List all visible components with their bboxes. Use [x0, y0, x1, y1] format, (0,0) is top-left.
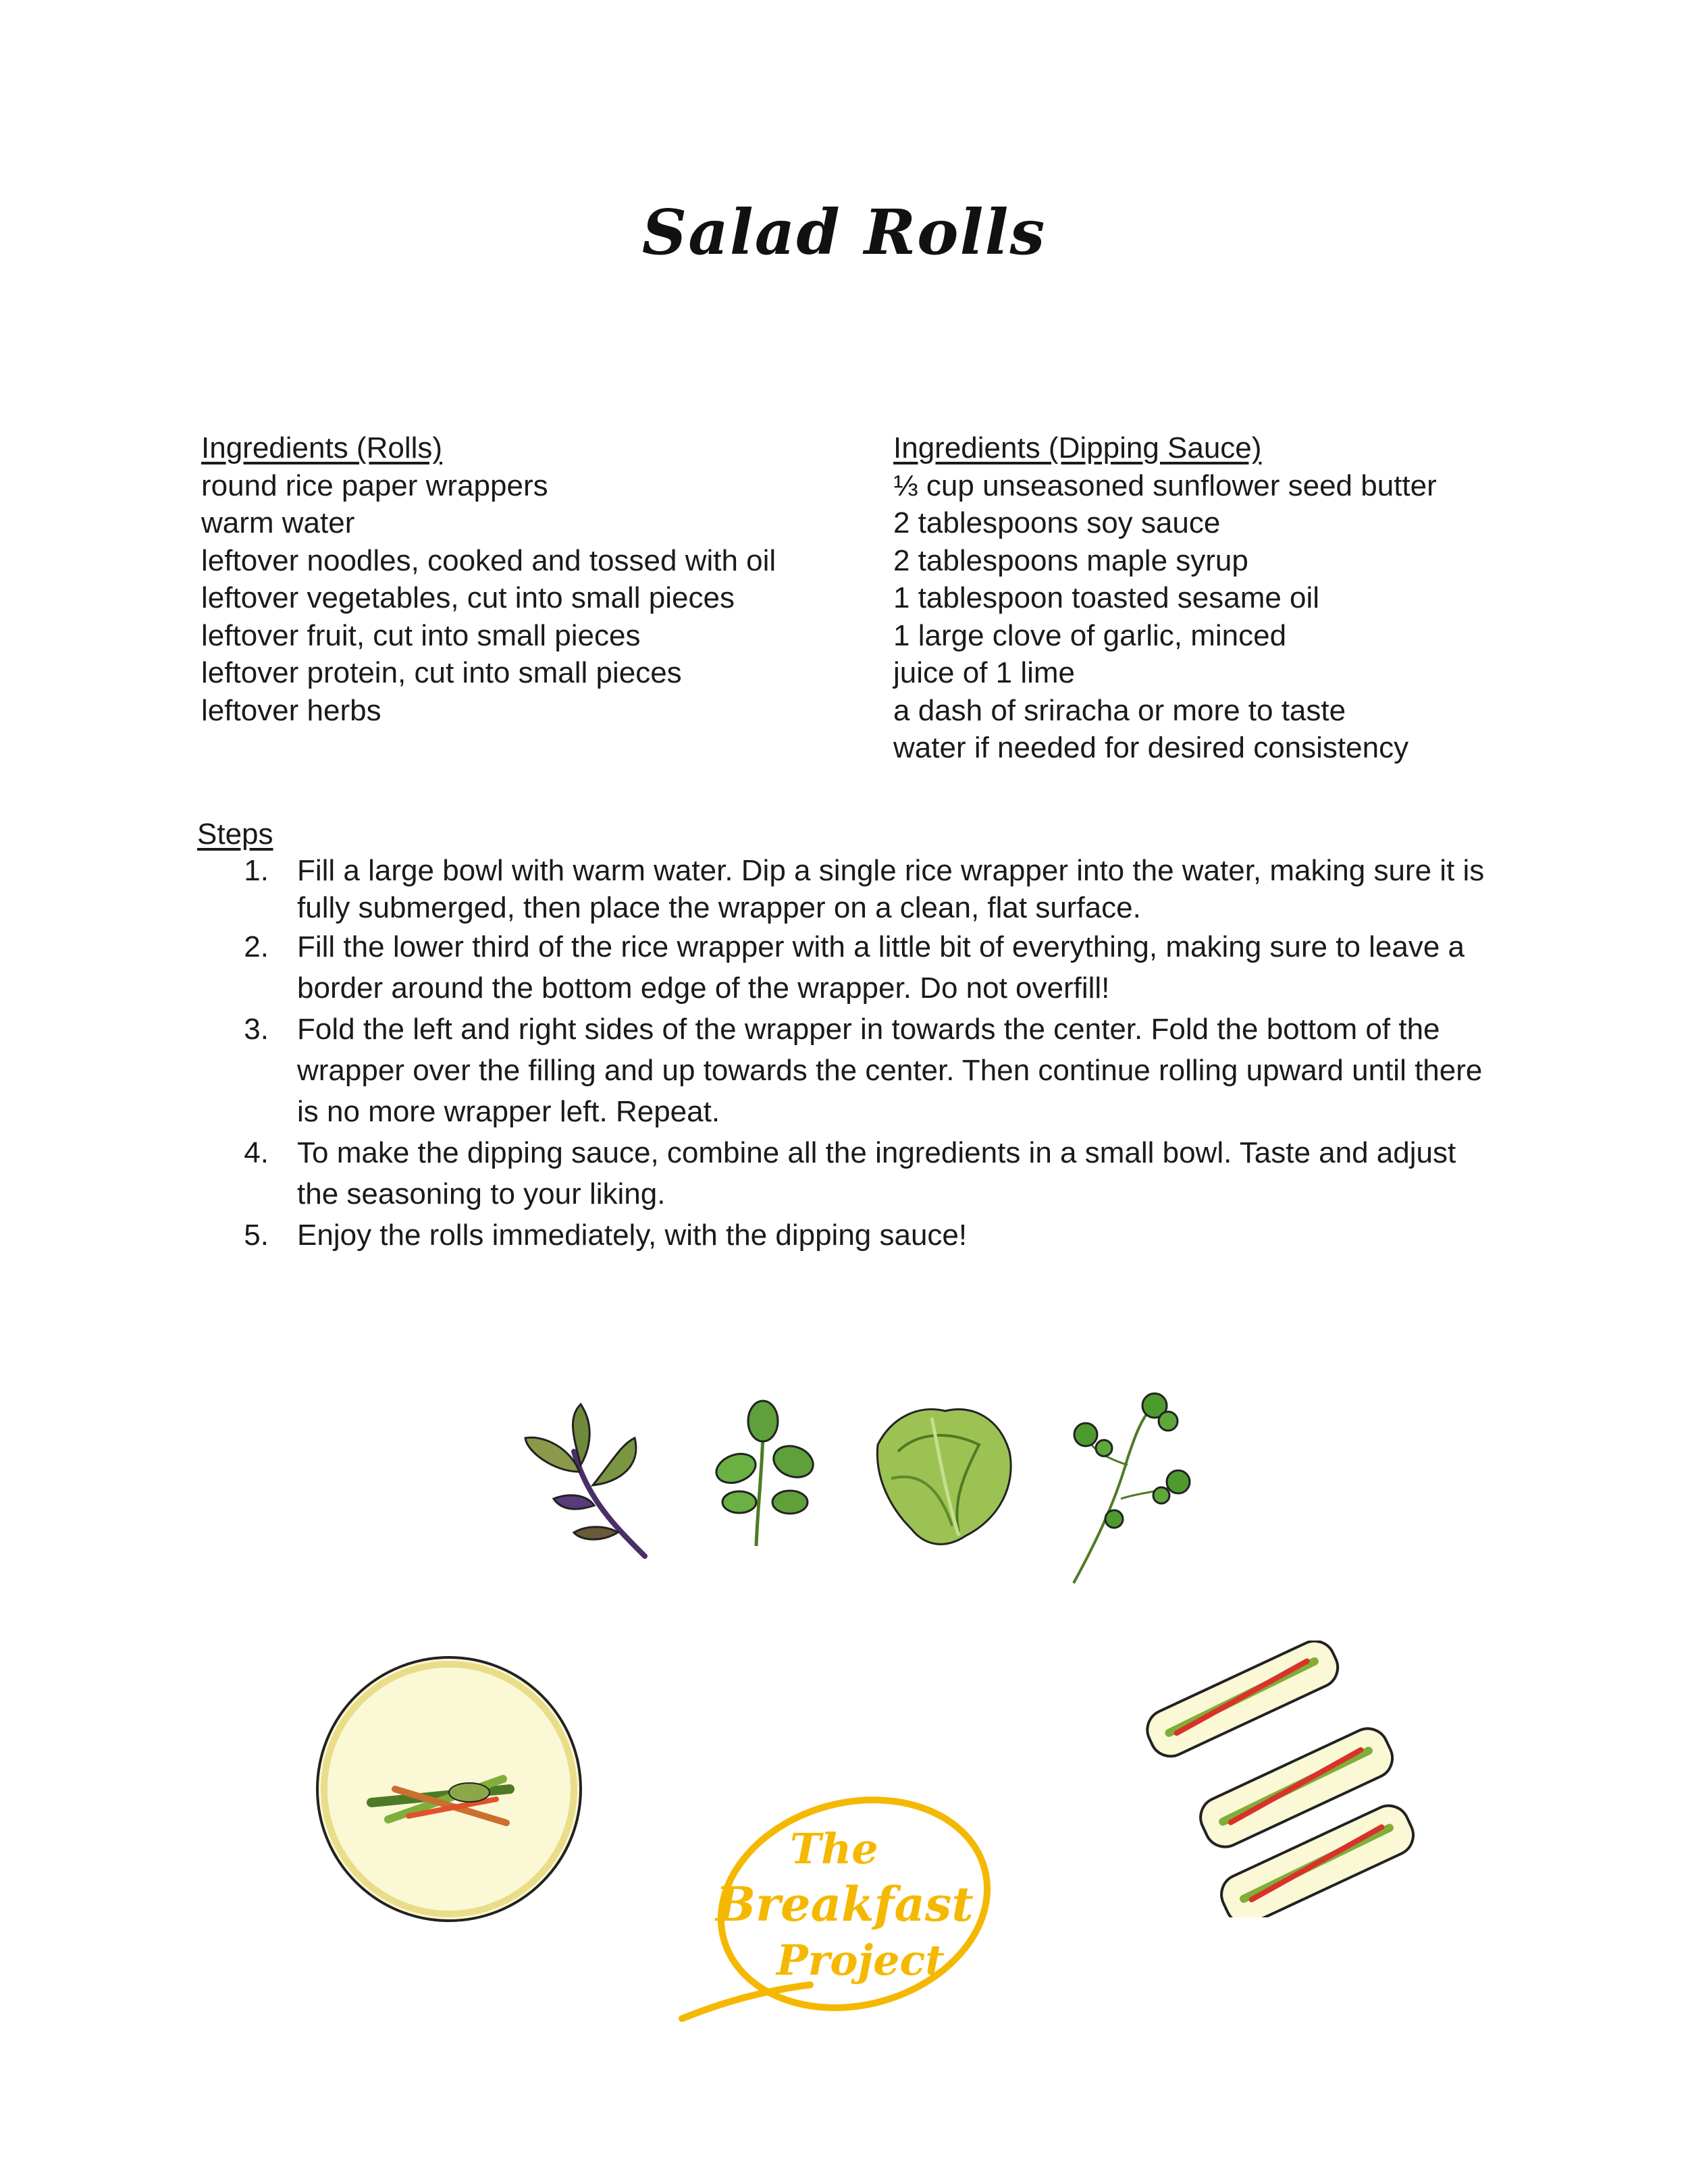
breakfast-project-logo	[675, 1789, 1013, 2032]
step-text: Enjoy the rolls immediately, with the dipping sauce!	[297, 1219, 968, 1252]
step-number: 3.	[244, 1013, 269, 1046]
ingredient-item: leftover vegetables, cut into small pieces	[201, 581, 735, 614]
mint-illustration	[709, 1394, 824, 1549]
step-number: 4.	[244, 1136, 269, 1169]
ingredient-item: leftover fruit, cut into small pieces	[201, 618, 641, 652]
ingredient-item: leftover herbs	[201, 693, 381, 727]
step-item	[203, 1009, 1485, 1132]
sauce-item: ⅓ cup unseasoned sunflower seed butter	[893, 469, 1437, 502]
sauce-item: water if needed for desired consistency	[893, 731, 1409, 764]
ingredient-item: round rice paper wrappers	[201, 469, 548, 502]
ingredient-item: warm water	[201, 506, 355, 539]
ingredient-item: leftover protein, cut into small pieces	[201, 656, 682, 689]
step-number: 2.	[244, 930, 269, 963]
sauce-item: 2 tablespoons maple syrup	[893, 543, 1248, 577]
sauce-item: 2 tablespoons soy sauce	[893, 506, 1221, 539]
logo-line-1: The	[790, 1824, 878, 1873]
ingredients-sauce	[893, 429, 1568, 767]
step-text: Fill a large bowl with warm water. Dip a single rice wrapper into the water, making sure it is fully submerged, then place the wrapper on a clean, flat surface.	[297, 854, 1485, 924]
step-item	[203, 852, 1485, 926]
step-text: To make the dipping sauce, combine all the ingredients in a small bowl. Taste and adjust the seasoning to your liking.	[297, 1136, 1456, 1210]
basil-illustration	[513, 1391, 662, 1566]
step-text: Fill the lower third of the rice wrapper with a little bit of everything, making sure to leave a border around the bottom edge of the wrapper. Do not overfill!	[297, 930, 1465, 1005]
step-number: 1.	[244, 854, 269, 887]
rice-wrapper-illustration	[307, 1647, 591, 1931]
ingredients-rolls	[201, 429, 876, 729]
steps-heading: Steps	[197, 818, 273, 851]
step-text: Fold the left and right sides of the wrapper in towards the center. Fold the bottom of the wrapper over the filling and up towards the center. Then continue rolling upward until there is no more wrapper left. Repeat.	[297, 1013, 1483, 1128]
cilantro-illustration	[1067, 1391, 1202, 1587]
sauce-item: 1 tablespoon toasted sesame oil	[893, 581, 1320, 614]
logo-line-2: Breakfast	[716, 1876, 974, 1932]
logo-line-3: Project	[776, 1936, 945, 1985]
ingredient-item: leftover noodles, cooked and tossed with oil	[201, 543, 776, 577]
sauce-item: juice of 1 lime	[893, 656, 1076, 689]
ingredients-rolls-heading: Ingredients (Rolls)	[201, 431, 443, 464]
steps-list	[203, 852, 1485, 1256]
step-item	[203, 926, 1485, 1009]
sauce-item: 1 large clove of garlic, minced	[893, 618, 1287, 652]
step-item	[203, 1132, 1485, 1215]
step-item	[203, 1215, 1485, 1256]
lettuce-illustration	[864, 1391, 1026, 1553]
recipe-title: Salad Rolls	[641, 196, 1047, 269]
sauce-item: a dash of sriracha or more to taste	[893, 693, 1346, 727]
ingredients-sauce-heading: Ingredients (Dipping Sauce)	[893, 431, 1262, 464]
step-number: 5.	[244, 1219, 269, 1252]
salad-rolls-illustration	[1121, 1641, 1431, 1917]
